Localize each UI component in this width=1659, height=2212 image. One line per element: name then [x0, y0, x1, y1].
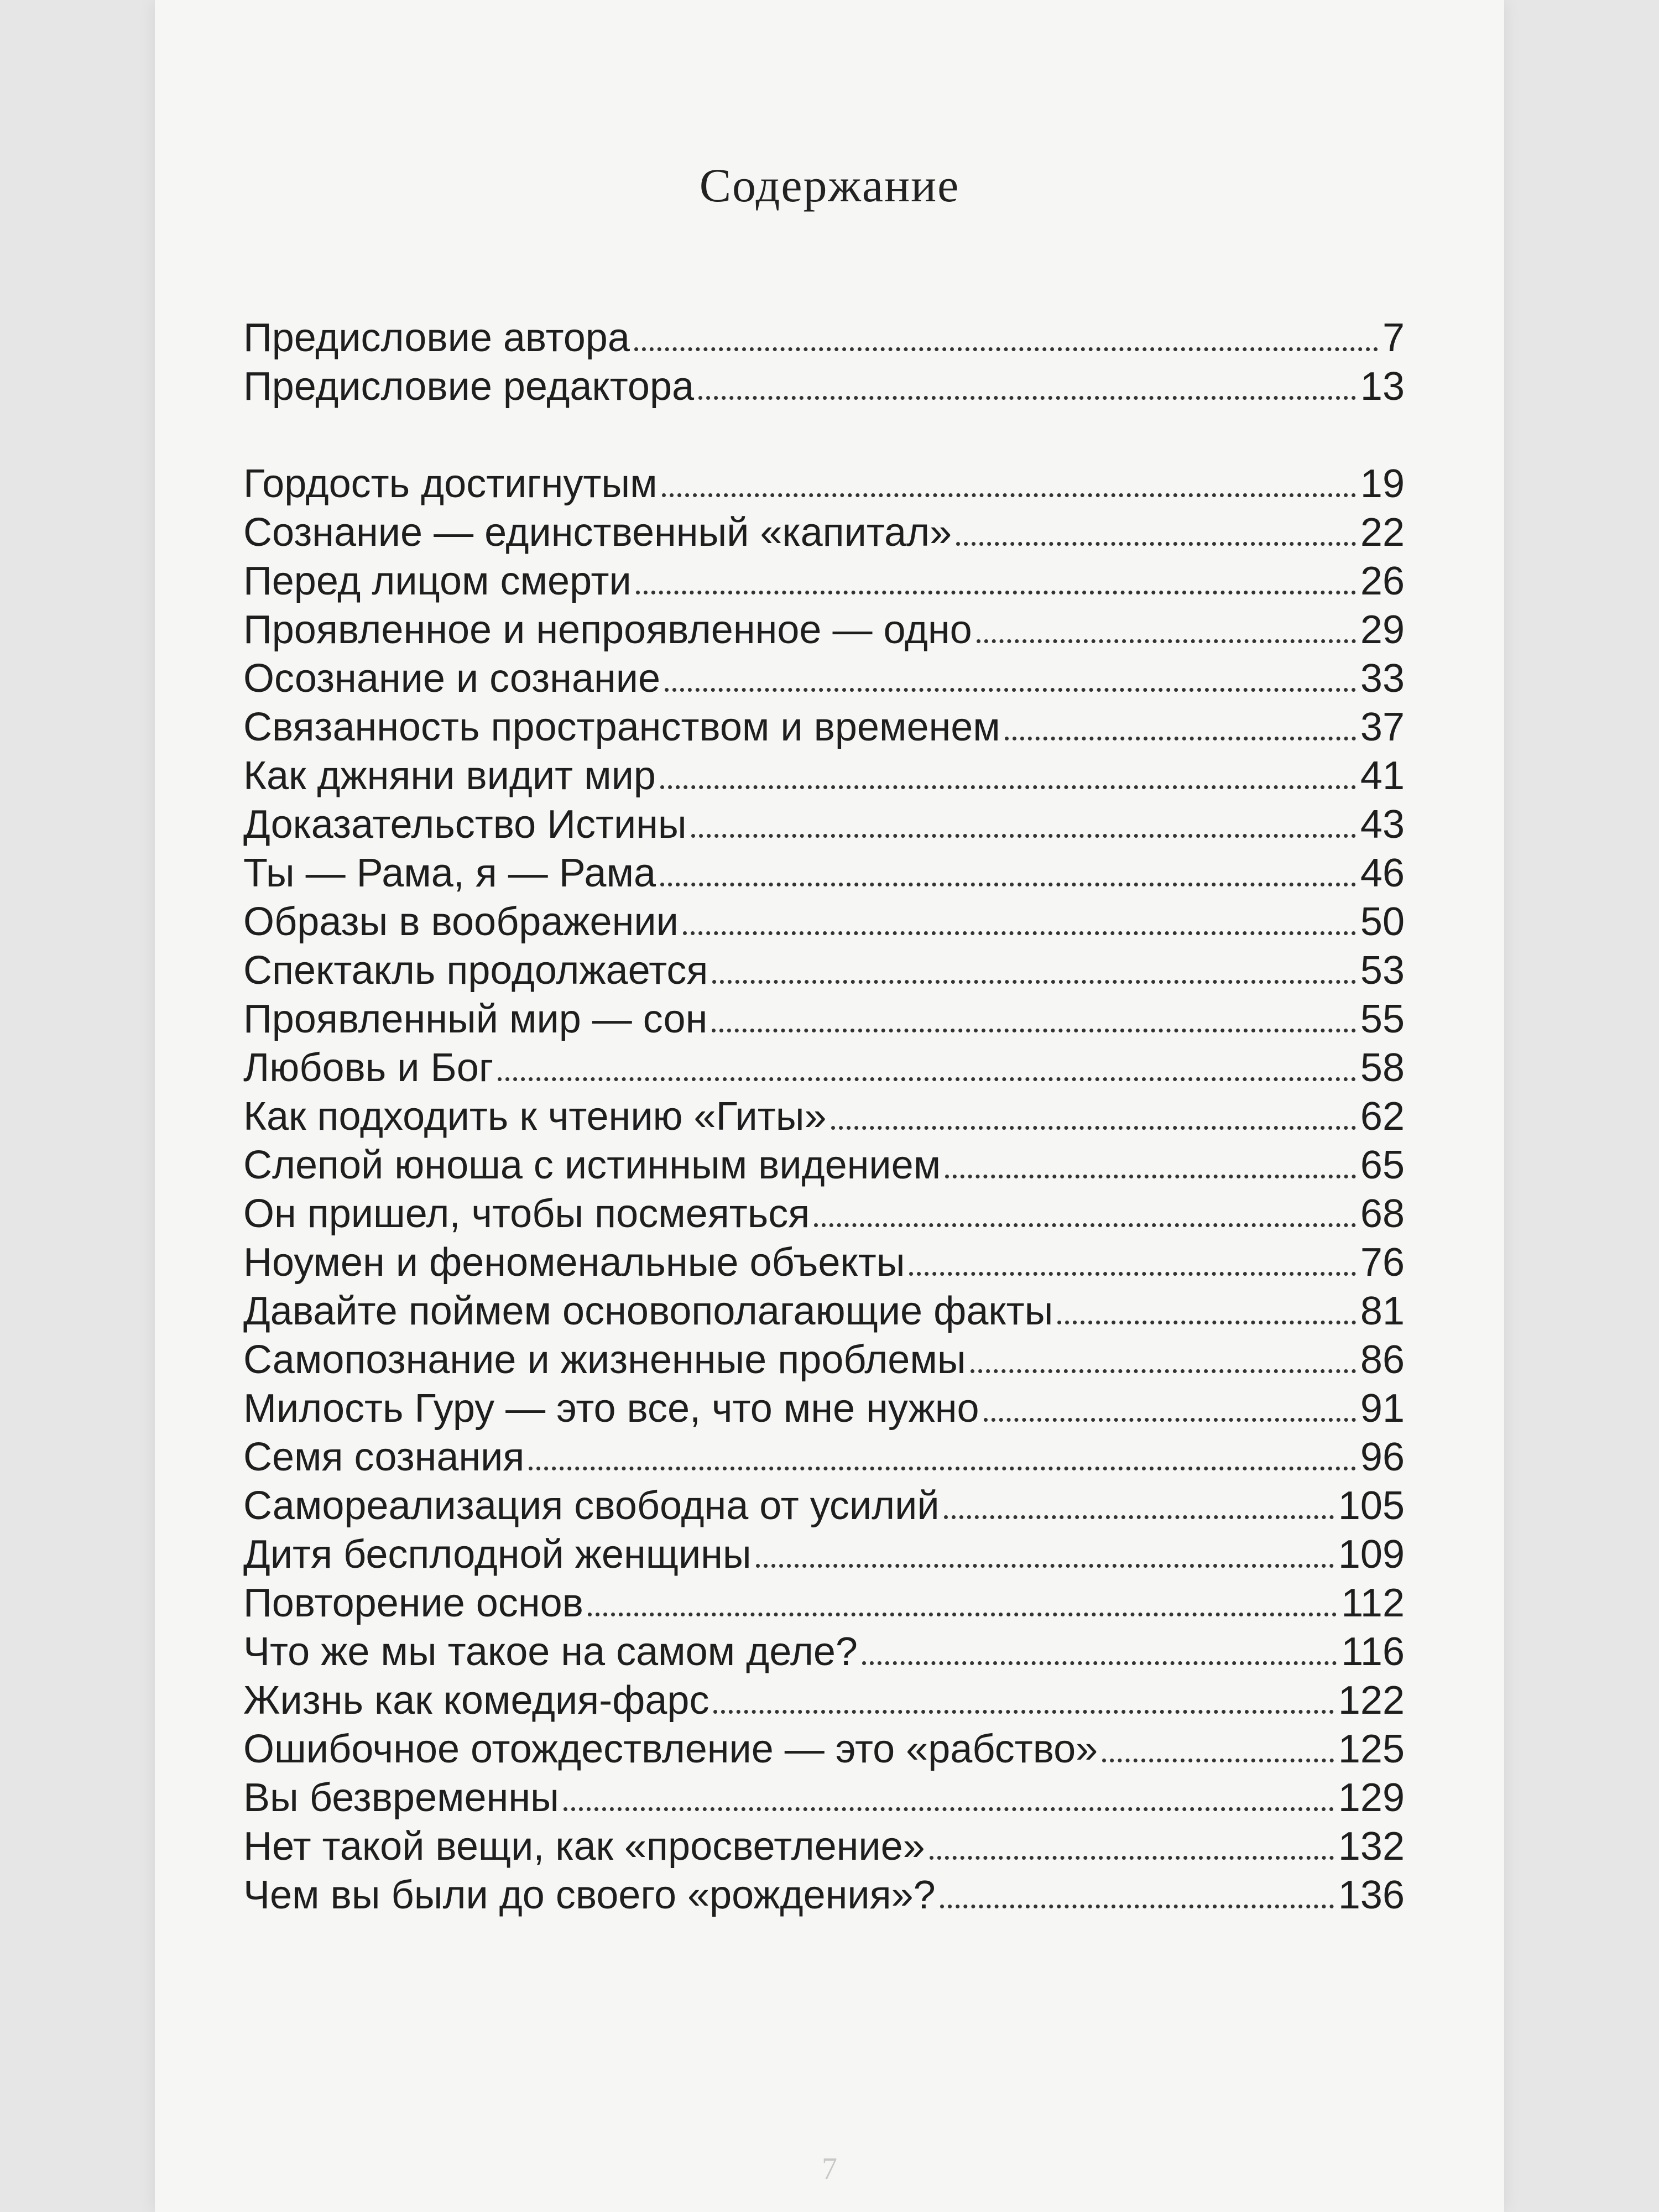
- toc-entry-page: 29: [1360, 608, 1405, 652]
- toc-entry-page: 7: [1382, 316, 1405, 360]
- toc-dot-leader: [1102, 1759, 1334, 1762]
- toc-entry-page: 55: [1360, 997, 1405, 1041]
- toc-dot-leader: [971, 1369, 1356, 1373]
- toc-dot-leader: [831, 1126, 1356, 1130]
- toc-entry-page: 53: [1360, 948, 1405, 993]
- toc-entry-title: Ошибочное отождествление — это «рабство»: [243, 1727, 1098, 1771]
- toc-entry: [243, 1045, 1405, 1094]
- toc-entry: [243, 997, 1405, 1045]
- toc-entry-title: Гордость достигнутым: [243, 462, 658, 506]
- toc-entry-title: Доказательство Истины: [243, 802, 687, 847]
- toc-entry: [243, 1288, 1405, 1337]
- toc-entry-page: 105: [1338, 1484, 1405, 1528]
- toc-entry-title: Что же мы такое на самом деле?: [243, 1630, 858, 1674]
- page-title: Содержание: [699, 159, 960, 212]
- toc-dot-leader: [529, 1467, 1356, 1470]
- toc-entry: [243, 1142, 1405, 1191]
- toc-entry: [243, 1483, 1405, 1532]
- toc-dot-leader: [683, 931, 1356, 935]
- toc-dot-leader: [909, 1272, 1355, 1276]
- toc-entry-page: 86: [1360, 1338, 1405, 1382]
- toc-entry: [243, 948, 1405, 997]
- toc-entry-page: 116: [1341, 1630, 1405, 1674]
- toc-entry-title: Он пришел, чтобы посмеяться: [243, 1192, 810, 1236]
- toc-dot-leader: [945, 1175, 1356, 1178]
- toc-entry-title: Самореализация свободна от усилий: [243, 1484, 940, 1528]
- toc-entry-page: 129: [1338, 1776, 1405, 1820]
- toc-entry: [243, 1434, 1405, 1483]
- toc-entry: [243, 1678, 1405, 1726]
- toc-entry-page: 76: [1360, 1240, 1405, 1285]
- toc-entry-title: Сознание — единственный «капитал»: [243, 510, 952, 555]
- page-number: 7: [822, 2152, 837, 2186]
- toc-entry: [243, 1775, 1405, 1824]
- toc-entry-page: 91: [1360, 1386, 1405, 1431]
- toc-entry: [243, 1191, 1405, 1240]
- toc-dot-leader: [698, 396, 1356, 400]
- toc-entry: [243, 753, 1405, 802]
- toc-entry-page: 68: [1360, 1192, 1405, 1236]
- toc-entry: [243, 461, 1405, 510]
- toc-entry: [243, 1872, 1405, 1921]
- toc-entry-page: 132: [1338, 1824, 1405, 1869]
- toc-entry-title: Проявленный мир — сон: [243, 997, 708, 1041]
- toc-entry-page: 46: [1360, 851, 1405, 895]
- toc-entry-title: Как подходить к чтению «Гиты»: [243, 1094, 827, 1139]
- toc-dot-leader: [862, 1661, 1337, 1665]
- toc-dot-leader: [588, 1613, 1337, 1616]
- toc-dot-leader: [660, 883, 1356, 886]
- toc-entry: [243, 559, 1405, 607]
- toc-entry: [243, 315, 1405, 364]
- toc-entry-page: 58: [1360, 1046, 1405, 1090]
- toc-entry-page: 41: [1360, 754, 1405, 798]
- toc-entry-page: 112: [1341, 1581, 1405, 1625]
- table-of-contents: [243, 315, 1405, 1921]
- toc-entry-title: Предисловие автора: [243, 316, 630, 360]
- toc-entry-title: Проявленное и непроявленное — одно: [243, 608, 972, 652]
- toc-dot-leader: [940, 1905, 1334, 1908]
- toc-entry-title: Чем вы были до своего «рождения»?: [243, 1873, 936, 1917]
- toc-entry-page: 33: [1360, 656, 1405, 701]
- toc-entry-page: 22: [1360, 510, 1405, 555]
- toc-entry-title: Образы в воображении: [243, 900, 679, 944]
- toc-dot-leader: [712, 1029, 1356, 1032]
- toc-entry-title: Повторение основ: [243, 1581, 583, 1625]
- toc-entry-title: Давайте поймем основополагающие факты: [243, 1289, 1053, 1333]
- toc-entry: [243, 851, 1405, 899]
- toc-entry-page: 37: [1360, 705, 1405, 749]
- toc-dot-leader: [691, 834, 1356, 838]
- toc-entry-title: Самопознание и жизненные проблемы: [243, 1338, 966, 1382]
- toc-entry: [243, 1240, 1405, 1288]
- toc-entry-page: 81: [1360, 1289, 1405, 1333]
- toc-entry-page: 122: [1338, 1678, 1405, 1723]
- toc-entry-page: 43: [1360, 802, 1405, 847]
- toc-entry-title: Ты — Рама, я — Рама: [243, 851, 656, 895]
- toc-entry-page: 62: [1360, 1094, 1405, 1139]
- toc-entry-page: 13: [1360, 364, 1405, 409]
- toc-entry-title: Перед лицом смерти: [243, 559, 632, 603]
- toc-entry-page: 26: [1360, 559, 1405, 603]
- toc-dot-leader: [956, 542, 1356, 546]
- toc-entry: [243, 705, 1405, 753]
- toc-entry-title: Слепой юноша с истинным видением: [243, 1143, 941, 1187]
- toc-entry: [243, 364, 1405, 413]
- toc-entry-title: Жизнь как комедия-фарс: [243, 1678, 709, 1723]
- toc-entry: [243, 1824, 1405, 1872]
- toc-entry-title: Осознание и сознание: [243, 656, 660, 701]
- toc-entry-page: 125: [1338, 1727, 1405, 1771]
- toc-dot-leader: [1005, 737, 1356, 740]
- toc-entry-title: Ноумен и феноменальные объекты: [243, 1240, 905, 1285]
- toc-dot-leader: [660, 785, 1356, 789]
- toc-dot-leader: [984, 1418, 1356, 1422]
- book-page: [155, 0, 1504, 2212]
- toc-dot-leader: [712, 980, 1356, 984]
- toc-entry: [243, 510, 1405, 559]
- toc-dot-leader: [814, 1223, 1356, 1227]
- toc-dot-leader: [665, 688, 1356, 692]
- toc-dot-leader: [1057, 1321, 1356, 1324]
- toc-dot-leader: [634, 347, 1378, 351]
- toc-entry: [243, 656, 1405, 705]
- toc-entry: [243, 1629, 1405, 1678]
- toc-entry-page: 96: [1360, 1435, 1405, 1479]
- toc-entry-page: 109: [1338, 1532, 1405, 1577]
- toc-entry: [243, 607, 1405, 656]
- toc-entry-title: Связанность пространством и временем: [243, 705, 1000, 749]
- toc-entry-title: Семя сознания: [243, 1435, 525, 1479]
- toc-entry-title: Милость Гуру — это все, что мне нужно: [243, 1386, 979, 1431]
- toc-entry: [243, 1094, 1405, 1142]
- toc-dot-leader: [944, 1515, 1334, 1519]
- toc-entry-page: 136: [1338, 1873, 1405, 1917]
- toc-dot-leader: [977, 639, 1356, 643]
- toc-dot-leader: [713, 1710, 1333, 1714]
- toc-dot-leader: [564, 1807, 1334, 1811]
- toc-entry-title: Спектакль продолжается: [243, 948, 708, 993]
- toc-entry-page: 65: [1360, 1143, 1405, 1187]
- toc-entry-title: Нет такой вещи, как «просветление»: [243, 1824, 925, 1869]
- toc-entry: [243, 1532, 1405, 1580]
- toc-entry-page: 19: [1360, 462, 1405, 506]
- toc-dot-leader: [662, 493, 1356, 497]
- toc-dot-leader: [636, 591, 1356, 594]
- toc-entry-page: 50: [1360, 900, 1405, 944]
- toc-entry-title: Как джняни видит мир: [243, 754, 656, 798]
- toc-dot-leader: [930, 1856, 1334, 1860]
- toc-entry-title: Дитя бесплодной женщины: [243, 1532, 752, 1577]
- toc-entry: [243, 1337, 1405, 1386]
- toc-entry-title: Вы безвременны: [243, 1776, 559, 1820]
- toc-entry-title: Любовь и Бог: [243, 1046, 494, 1090]
- toc-entry: [243, 1580, 1405, 1629]
- toc-entry: [243, 899, 1405, 948]
- toc-entry: [243, 1386, 1405, 1434]
- toc-entry: [243, 802, 1405, 851]
- toc-dot-leader: [756, 1564, 1334, 1568]
- toc-dot-leader: [498, 1077, 1356, 1081]
- toc-entry-title: Предисловие редактора: [243, 364, 695, 409]
- toc-entry: [243, 1726, 1405, 1775]
